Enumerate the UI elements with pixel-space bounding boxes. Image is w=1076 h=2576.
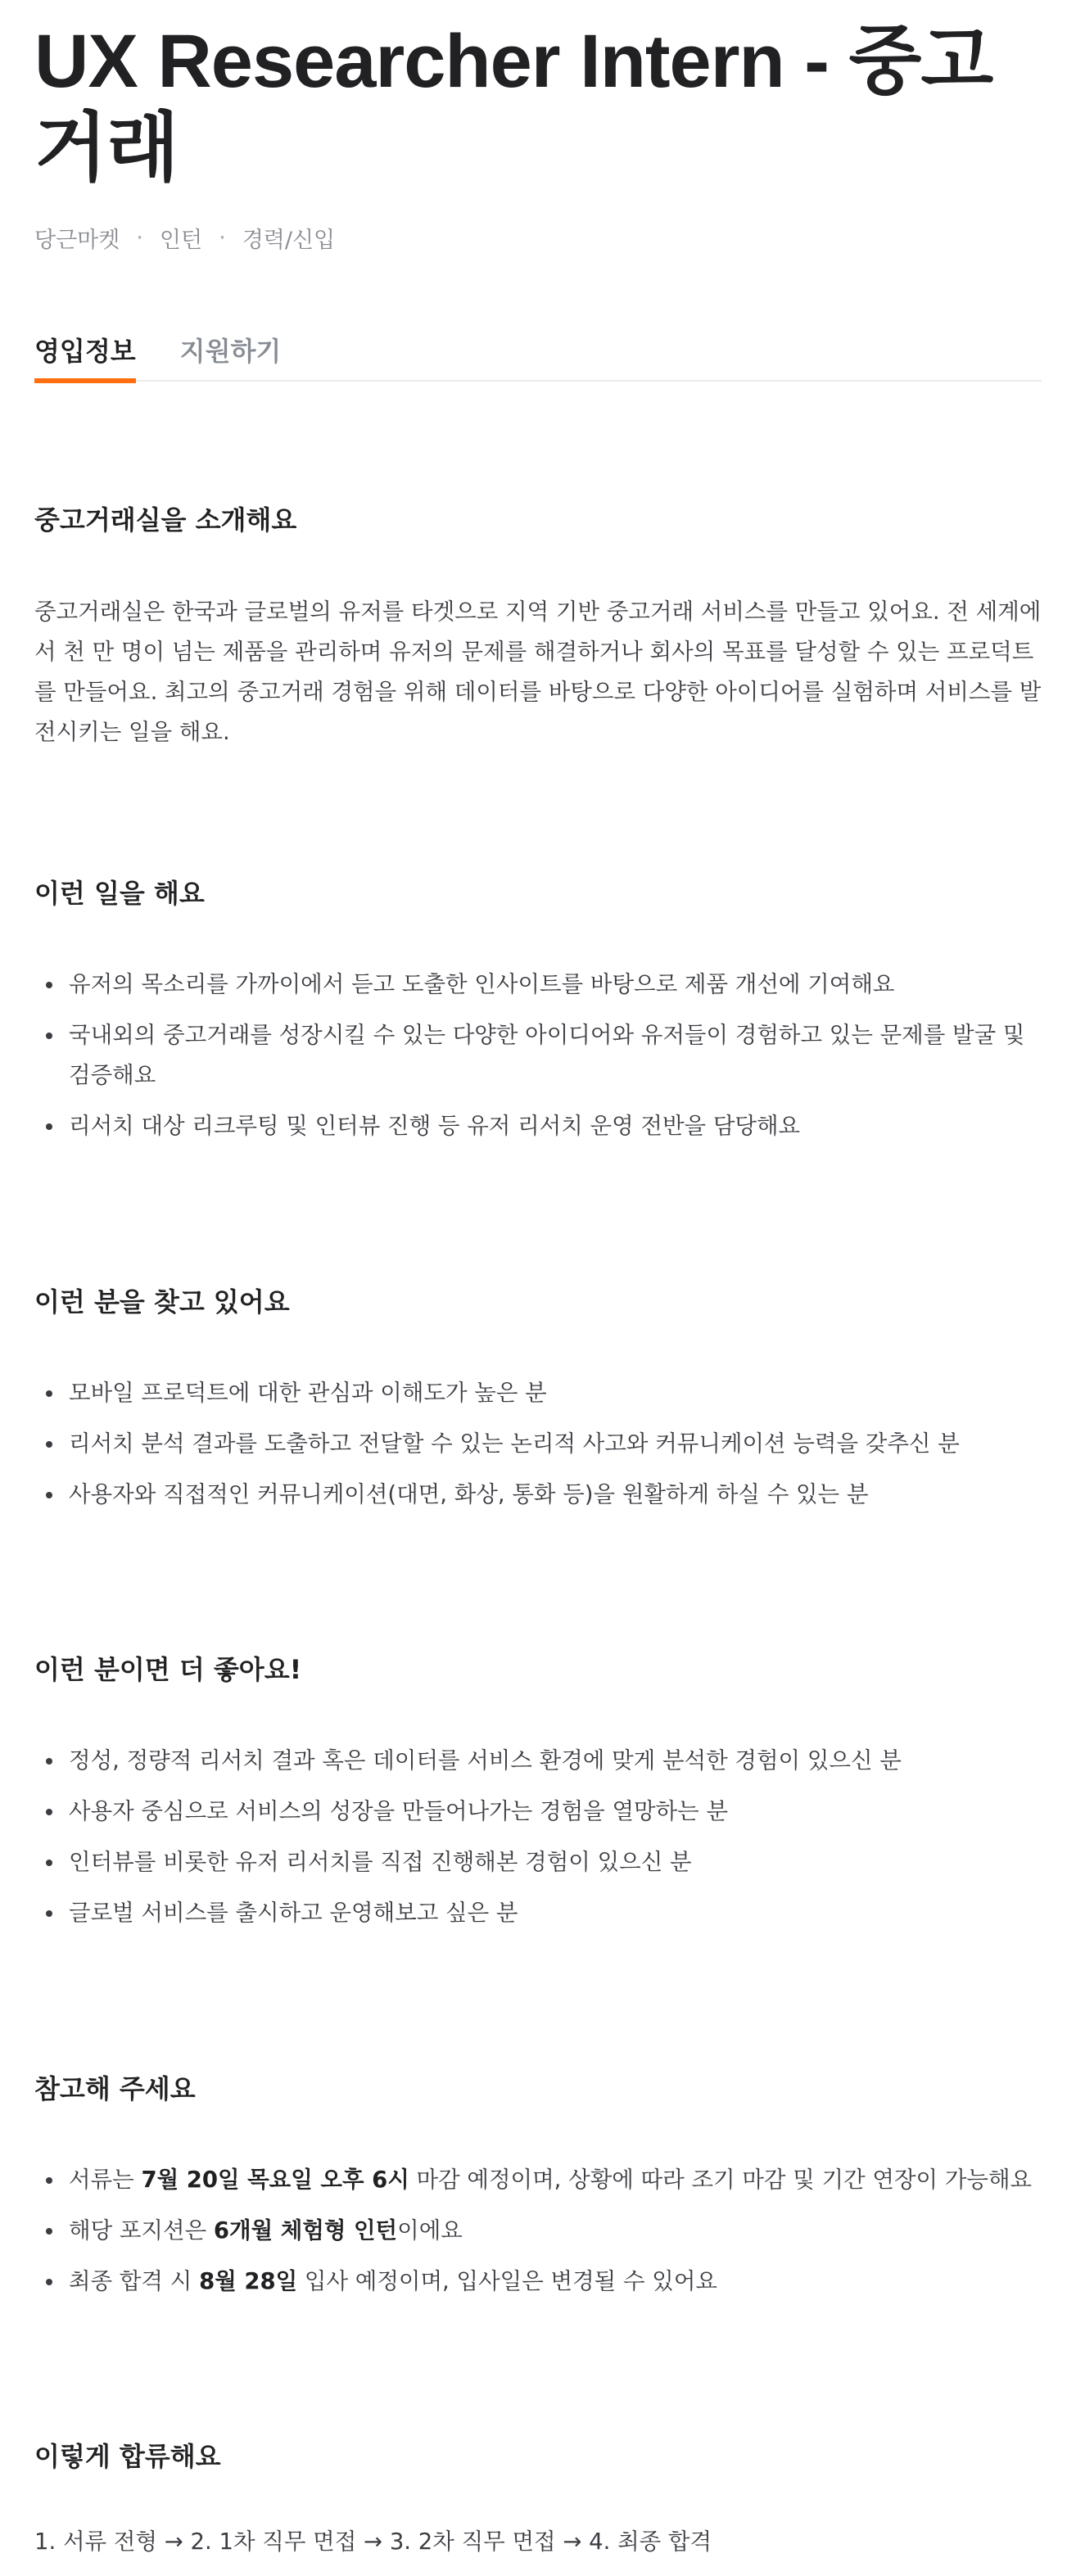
start-date-highlight: 8월 28일 <box>199 2268 298 2294</box>
preferred-list <box>34 1741 1042 1944</box>
work-list <box>34 965 1042 1157</box>
list-item: 최종 합격 시 8월 28일 입사 예정이며, 입사일은 변경될 수 있어요 <box>34 2262 1042 2302</box>
job-title: UX Researcher Intern - 중고거래 <box>34 20 993 190</box>
tab-bar <box>34 331 1042 382</box>
list-item: 서류는 7월 20일 목요일 오후 6시 마감 예정이며, 상황에 따라 조기 마감 및 기간 연장이 가능해요 <box>34 2160 1042 2200</box>
requirements-list <box>34 1373 1042 1525</box>
list-item: 리서치 대상 리크루팅 및 인터뷰 진행 등 유저 리서치 운영 전반을 담당해요 <box>34 1106 1042 1146</box>
employment-type: 인턴 <box>159 227 203 253</box>
section-heading-requirements: 이런 분을 찾고 있어요 <box>34 1286 290 1317</box>
list-item: 사용자와 직접적인 커뮤니케이션(대면, 화상, 통화 등)을 원활하게 하실 수 있는 분 <box>34 1475 1042 1515</box>
list-item: 모바일 프로덕트에 대한 관심과 이해도가 높은 분 <box>34 1373 1042 1413</box>
intro-paragraph: 중고거래실은 한국과 글로벌의 유저를 타겟으로 지역 기반 중고거래 서비스를 만들고 있어요. 전 세계에서 천 만 명이 넘는 제품을 관리하며 유저의 문제를 해결하거나 회사의 목표를 달성할 수 있는 프로덕트를 만들어요. 최고의 중고거래 경험을 위해 데이터를 바탕으로 다양한 아이디어를 실험하며 서비스를 발전시키는 일을 해요. <box>34 599 1042 745</box>
list-item: 유저의 목소리를 가까이에서 듣고 도출한 인사이트를 바탕으로 제품 개선에 기여해요 <box>34 965 1042 1005</box>
section-heading-intro: 중고거래실을 소개해요 <box>34 504 297 536</box>
section-heading-work: 이런 일을 해요 <box>34 878 205 909</box>
meta-separator: · <box>136 224 143 251</box>
experience-level: 경력/신입 <box>242 227 336 253</box>
list-item: 해당 포지션은 6개월 체험형 인턴이에요 <box>34 2211 1042 2251</box>
list-item: 인터뷰를 비롯한 유저 리서치를 직접 진행해본 경험이 있으신 분 <box>34 1842 1042 1882</box>
tab-job-info[interactable]: 영입정보 <box>34 331 136 382</box>
meta-separator: · <box>219 224 226 251</box>
job-meta <box>34 223 1042 252</box>
section-heading-process: 이렇게 합류해요 <box>34 2441 221 2472</box>
position-type-highlight: 6개월 체험형 인턴 <box>213 2217 398 2244</box>
list-item: 사용자 중심으로 서비스의 성장을 만들어나가는 경험을 열망하는 분 <box>34 1792 1042 1832</box>
notes-list <box>34 2160 1042 2312</box>
list-item: 정성, 정량적 리서치 결과 혹은 데이터를 서비스 환경에 맞게 분석한 경험이 있으신 분 <box>34 1741 1042 1781</box>
deadline-highlight: 7월 20일 목요일 오후 6시 <box>141 2167 409 2193</box>
list-item: 리서치 분석 결과를 도출하고 전달할 수 있는 논리적 사고와 커뮤니케이션 능력을 갖추신 분 <box>34 1424 1042 1464</box>
list-item: 국내외의 중고거래를 성장시킬 수 있는 다양한 아이디어와 유저들이 경험하고 있는 문제를 발굴 및 검증해요 <box>34 1015 1042 1096</box>
section-heading-preferred: 이런 분이면 더 좋아요! <box>34 1654 302 1685</box>
section-heading-notes: 참고해 주세요 <box>34 2073 196 2104</box>
company-name: 당근마켓 <box>34 227 120 253</box>
hiring-process-steps: 1. 서류 전형 → 2. 1차 직무 면접 → 3. 2차 직무 면접 → 4. 최종 합격 <box>34 2529 712 2555</box>
list-item: 글로벌 서비스를 출시하고 운영해보고 싶은 분 <box>34 1893 1042 1933</box>
tab-apply[interactable]: 지원하기 <box>179 336 282 367</box>
